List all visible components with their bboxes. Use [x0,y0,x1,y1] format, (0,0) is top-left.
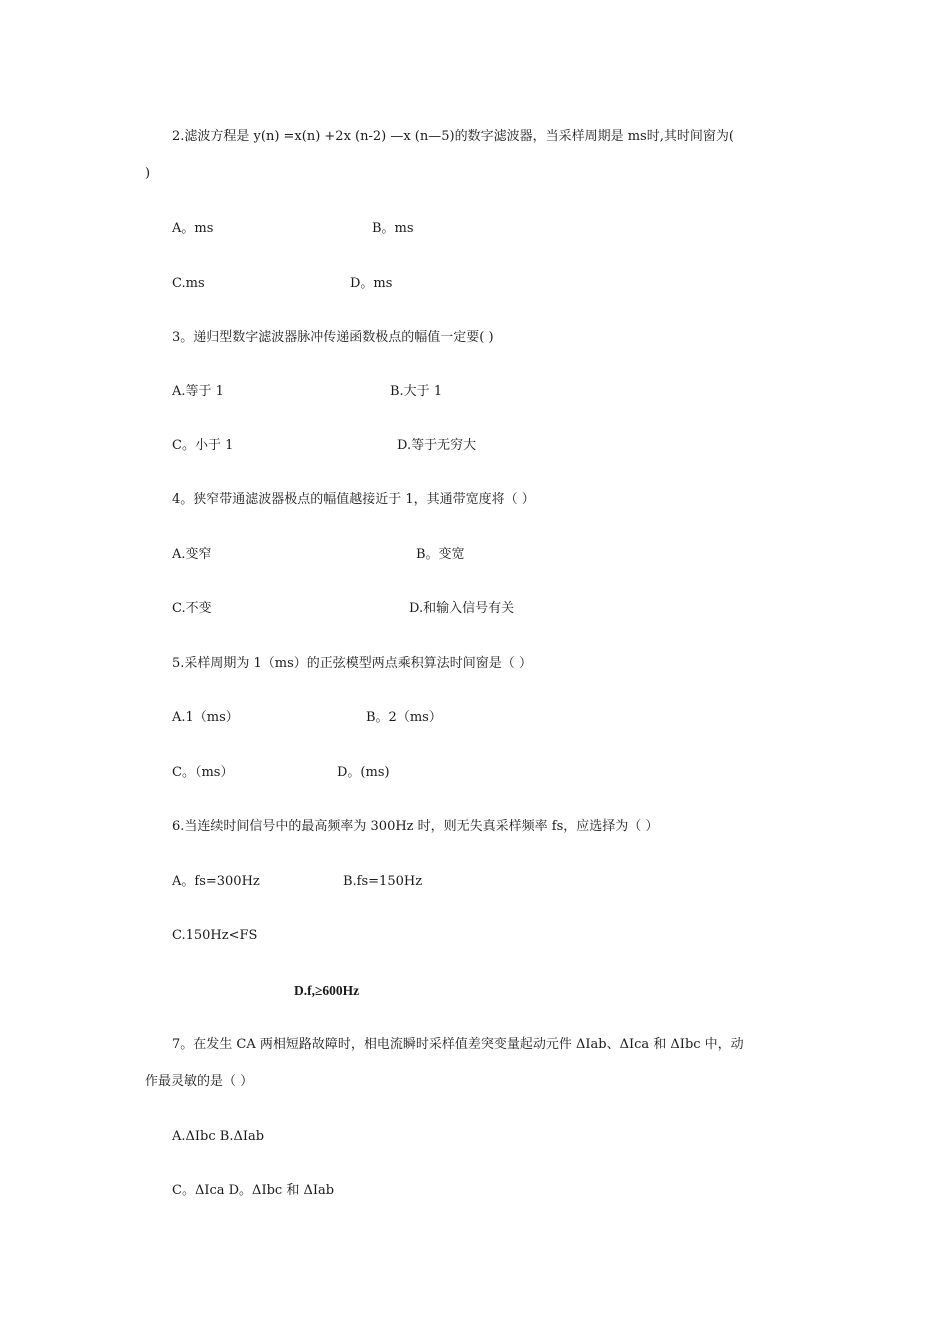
question-4-option-c: C.不变 [172,601,212,616]
question-2-option-d: D。ms [350,276,393,291]
question-4-option-d: D.和输入信号有关 [409,601,515,616]
question-5-option-d: D。(ms) [337,765,390,780]
question-5-option-c: C。（ms） [172,765,234,780]
question-6-option-c: C.150Hz<FS [172,928,258,943]
question-4-option-b: B。变宽 [416,547,465,562]
question-7-text: 7。在发生 CA 两相短路故障时，相电流瞬时采样值差突变量起动元件 ΔIab、ΔIca 和 ΔIbc 中，动 [172,1037,744,1052]
question-6-text: 6.当连续时间信号中的最高频率为 300Hz 时，则无失真采样频率 fs，应选择为（ ） [172,819,659,834]
question-2-option-c: C.ms [172,276,205,291]
question-5-option-b: B。2（ms） [366,710,442,725]
question-4-option-a: A.变窄 [172,547,212,562]
question-5-option-a: A.1（ms） [172,710,239,725]
question-2-text-continued: ) [145,166,151,181]
question-3-option-d: D.等于无穷大 [397,438,477,453]
question-2-option-b: B。ms [372,221,414,236]
question-4-text: 4。狭窄带通滤波器极点的幅值越接近于 1，其通带宽度将（ ） [172,492,535,507]
question-2-text: 2.滤波方程是 y(n) =x(n) +2x (n-2) —x (n—5)的数字滤波器，当采样周期是 ms时,其时间窗为( [172,129,734,144]
question-6-option-d: D.f,≥600Hz [294,983,360,998]
question-5-text: 5.采样周期为 1（ms）的正弦模型两点乘积算法时间窗是（ ） [172,656,532,671]
question-3-option-c: C。小于 1 [172,438,234,453]
question-7-text-continued: 作最灵敏的是（ ） [145,1074,254,1089]
question-2-option-a: A。ms [172,221,214,236]
question-3-option-a: A.等于 1 [172,384,224,399]
question-3-text: 3。递归型数字滤波器脉冲传递函数极点的幅值一定要( ) [172,330,494,345]
question-3-option-b: B.大于 1 [390,384,443,399]
question-7-options-ab: A.ΔIbc B.ΔIab [172,1129,265,1144]
question-6-option-b: B.fs=150Hz [343,874,423,889]
question-7-options-cd: C。ΔIca D。ΔIbc 和 ΔIab [172,1183,335,1198]
question-6-option-a: A。fs=300Hz [172,874,260,889]
